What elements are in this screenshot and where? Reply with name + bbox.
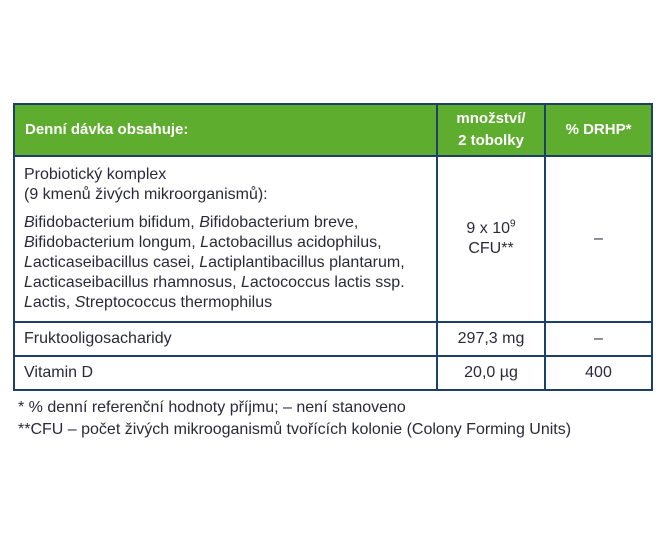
probiotic-drhp: – [545,156,652,322]
vitd-drhp: 400 [545,356,652,390]
vitd-name: Vitamin D [14,356,437,390]
fos-name: Fruktooligosacharidy [14,322,437,356]
probiotic-title: Probiotický komplex [24,166,167,183]
table-header-row [14,104,652,156]
probiotic-subtitle: (9 kmenů živých mikroorganismů): [24,186,268,203]
species-line: Bifidobacterium bifidum, Bifidobacterium breve, [24,214,359,231]
nutrition-table [13,103,653,391]
vitd-amount: 20,0 µg [437,356,545,390]
table-row-probiotic [14,156,652,322]
table-row-vitamin-d [14,356,652,390]
fos-amount: 297,3 mg [437,322,545,356]
species-line: Lactis, Streptococcus thermophilus [24,294,273,311]
header-amount-line1: množství/ [456,110,526,127]
table-row-fos [14,322,652,356]
footnote-drhp: * % denní referenční hodnoty příjmu; – není stanoveno [18,399,406,416]
species-line: Bifidobacterium longum, Lactobacillus acidophilus, [24,234,382,251]
header-amount [437,104,545,156]
species-line: Lacticaseibacillus rhamnosus, Lactococcus lactis ssp. [24,274,405,291]
amount-base: 9 x 10 [466,220,511,237]
header-drhp: % DRHP* [545,104,652,156]
probiotic-amount [437,156,545,322]
fos-drhp: – [545,322,652,356]
header-amount-line2: 2 tobolky [458,132,524,149]
footnotes [18,397,571,441]
amount-exponent: 9 [510,218,516,230]
header-daily-dose: Denní dávka obsahuje: [14,104,437,156]
footnote-cfu: **CFU – počet živých mikrooganismů tvořících kolonie (Colony Forming Units) [18,421,572,438]
probiotic-cell [14,156,437,322]
species-list [24,213,428,313]
amount-unit: CFU** [468,240,514,257]
species-line: Lacticaseibacillus casei, Lactiplantibacillus plantarum, [24,254,405,271]
